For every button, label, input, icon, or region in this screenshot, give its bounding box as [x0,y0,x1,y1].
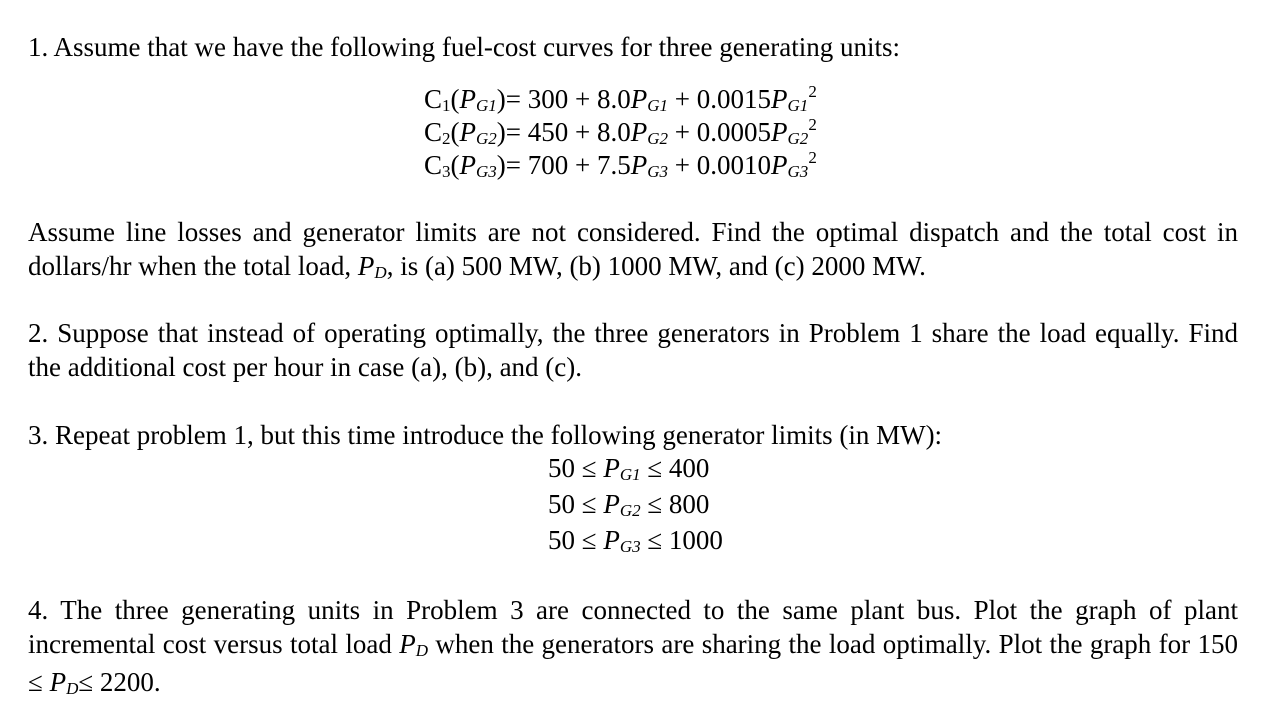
problem-2-text: 2. Suppose that instead of operating optimally, the three generators in Problem 1 share the load equally. Find the additional cost per hour in case (a), (b), and (c). [28,318,1238,382]
problem-4-text: 4. The three generating units in Problem 3 are connected to the same plant bus. Plot the graph of plant incremental cost versus total load PD when the generators are sharing the load optimally. Plot the graph for 150 ≤ PD≤ 2200. [28,595,1239,698]
problem-1-intro: 1. Assume that we have the following fuel-cost curves for three generating units: [28,32,901,62]
generator-limit-2: 50 ≤ PG2 ≤ 800 [548,489,710,520]
generator-limit-3: 50 ≤ PG3 ≤ 1000 [548,525,723,556]
problem-3-intro: 3. Repeat problem 1, but this time introduce the following generator limits (in MW): [28,420,943,450]
cost-equation-2: $C2(PG2)= 450 + 8.0PG2 + 0.0005PG2^2$ [424,115,817,148]
problem-1-question: Assume line losses and generator limits are not considered. Find the optimal dispatch and the total cost in dollars/hr when the total load, PD, is (a) 500 MW, (b) 1000 MW, and (c) 2000 MW. [28,217,1238,282]
cost-equation-3: $C3(PG3)= 700 + 7.5PG3 + 0.0010PG3^2$ [424,148,817,181]
generator-limit-1: 50 ≤ PG1 ≤ 400 [548,453,710,484]
cost-equation-1: $C1(PG1)= 300 + 8.0PG1 + 0.0015PG1^2$ [424,82,817,115]
